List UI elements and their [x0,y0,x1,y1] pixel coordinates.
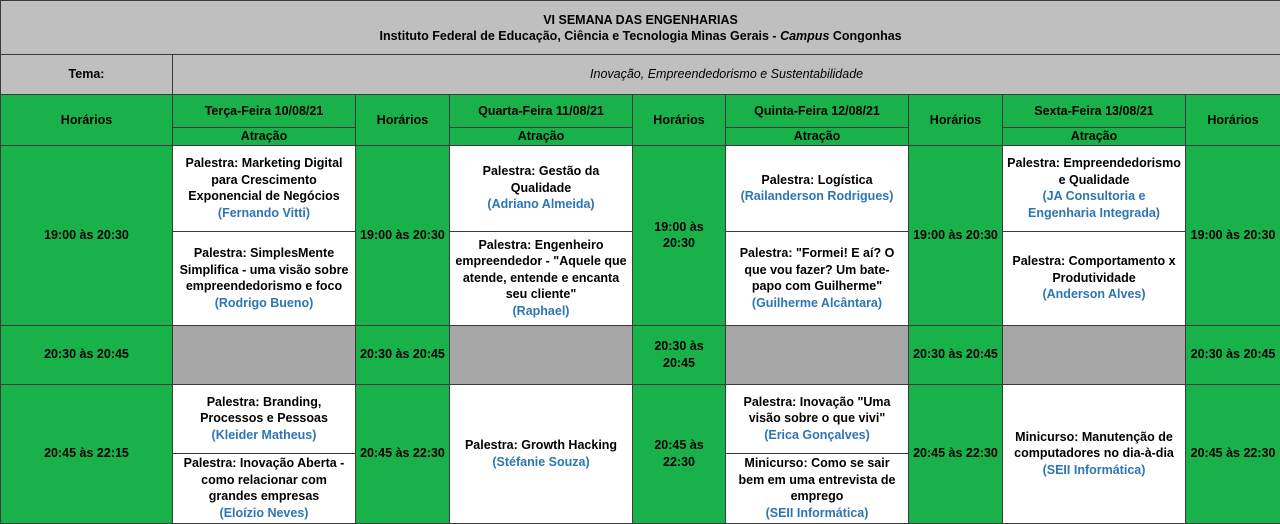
institution-line: Instituto Federal de Educação, Ciência e Tecnologia Minas Gerais - Campus Congonhas [5,28,1276,44]
event-title: VI SEMANA DAS ENGENHARIAS [5,12,1276,28]
event-cell: Palestra: Gestão da Qualidade (Adriano Almeida) [450,145,633,231]
speaker-name: (Adriano Almeida) [454,196,628,213]
page-title [1,1,1280,55]
day-header-thursday: Quinta-Feira 12/08/21 [726,95,909,128]
horarios-header: Horários [356,95,450,146]
event-cell: Palestra: Engenheiro empreendedor - "Aquele que atende, entende e encanta seu cliente" (Raphael) [450,231,633,325]
time-slot-1: 19:00 às 20:30 [909,145,1003,325]
horarios-header: Horários [1186,95,1280,146]
time-slot-3: 20:45 às 22:30 [633,384,726,523]
time-slot-2: 20:30 às 20:45 [909,325,1003,384]
time-slot-3: 20:45 às 22:30 [1186,384,1280,523]
speaker-name: (Stéfanie Souza) [454,454,628,471]
atracao-header: Atração [1003,128,1186,146]
speaker-name: (Fernando Vitti) [177,205,351,222]
break-cell [173,325,356,384]
event-cell: Palestra: Branding, Processos e Pessoas (Kleider Matheus) [173,384,356,453]
speaker-name: (SEII Informática) [730,505,904,522]
day-header-wednesday: Quarta-Feira 11/08/21 [450,95,633,128]
speaker-name: (Railanderson Rodrigues) [730,188,904,205]
event-cell: Palestra: Inovação "Uma visão sobre o que vivi" (Erica Gonçalves) [726,384,909,453]
event-cell: Palestra: Empreendedorismo e Qualidade (JA Consultoria e Engenharia Integrada) [1003,145,1186,231]
time-slot-1: 19:00 às 20:30 [633,145,726,325]
event-cell: Minicurso: Como se sair bem em uma entrevista de emprego (SEII Informática) [726,453,909,523]
break-cell [1003,325,1186,384]
speaker-name: (Raphael) [454,303,628,320]
event-cell: Palestra: SimplesMente Simplifica - uma visão sobre empreendedorismo e foco (Rodrigo Bueno) [173,231,356,325]
event-cell: Palestra: Inovação Aberta - como relacionar com grandes empresas (Eloízio Neves) [173,453,356,523]
break-cell [450,325,633,384]
speaker-name: (Guilherme Alcântara) [730,295,904,312]
event-cell: Palestra: Logística (Railanderson Rodrigues) [726,145,909,231]
time-slot-3: 20:45 às 22:30 [356,384,450,523]
theme-value: Inovação, Empreendedorismo e Sustentabilidade [173,55,1280,95]
time-slot-1: 19:00 às 20:30 [1,145,173,325]
day-header-friday: Sexta-Feira 13/08/21 [1003,95,1186,128]
time-slot-2: 20:30 às 20:45 [356,325,450,384]
speaker-name: (Anderson Alves) [1007,286,1181,303]
event-cell: Palestra: Growth Hacking (Stéfanie Souza) [450,384,633,523]
theme-label: Tema: [1,55,173,95]
horarios-header: Horários [633,95,726,146]
time-slot-1: 19:00 às 20:30 [1186,145,1280,325]
time-slot-2: 20:30 às 20:45 [1186,325,1280,384]
event-cell: Palestra: Comportamento x Produtividade (Anderson Alves) [1003,231,1186,325]
speaker-name: (JA Consultoria e Engenharia Integrada) [1007,188,1181,221]
time-slot-2: 20:30 às 20:45 [1,325,173,384]
event-cell: Palestra: "Formei! E aí? O que vou fazer? Um bate-papo com Guilherme" (Guilherme Alcântara) [726,231,909,325]
break-cell [726,325,909,384]
time-slot-3: 20:45 às 22:30 [909,384,1003,523]
day-header-tuesday: Terça-Feira 10/08/21 [173,95,356,128]
speaker-name: (Rodrigo Bueno) [177,295,351,312]
horarios-header: Horários [909,95,1003,146]
atracao-header: Atração [173,128,356,146]
event-cell: Palestra: Marketing Digital para Crescimento Exponencial de Negócios (Fernando Vitti) [173,145,356,231]
time-slot-2: 20:30 às 20:45 [633,325,726,384]
time-slot-1: 19:00 às 20:30 [356,145,450,325]
atracao-header: Atração [726,128,909,146]
speaker-name: (SEII Informática) [1007,462,1181,479]
horarios-header: Horários [1,95,173,146]
speaker-name: (Kleider Matheus) [177,427,351,444]
speaker-name: (Erica Gonçalves) [730,427,904,444]
atracao-header: Atração [450,128,633,146]
event-cell: Minicurso: Manutenção de computadores no dia-à-dia (SEII Informática) [1003,384,1186,523]
speaker-name: (Eloízio Neves) [177,505,351,522]
time-slot-3: 20:45 às 22:15 [1,384,173,523]
